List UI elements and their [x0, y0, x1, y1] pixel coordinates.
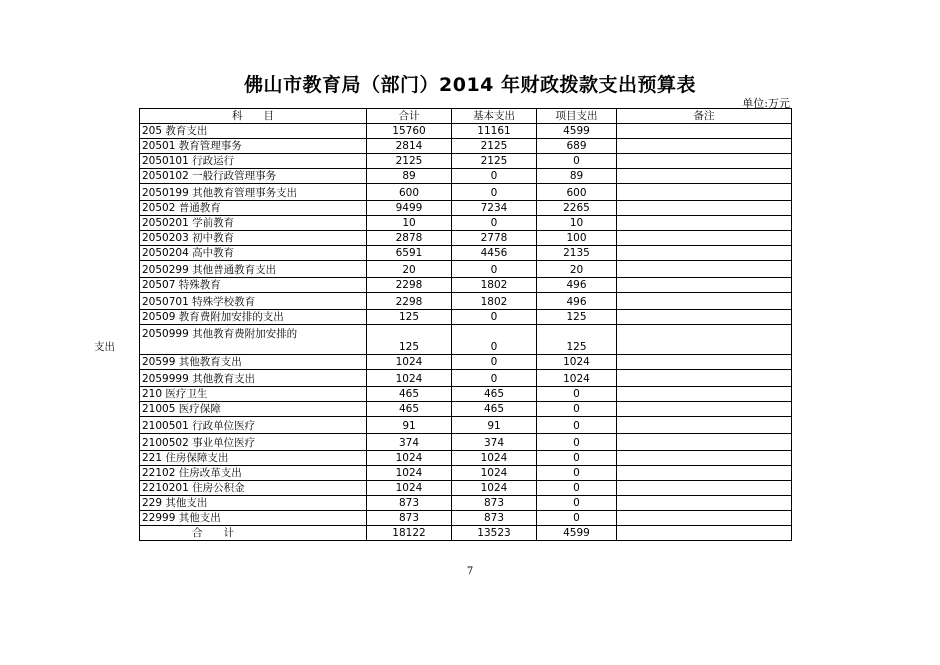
note-cell: [617, 402, 792, 417]
project-cell: 1024: [537, 370, 617, 387]
basic-cell: 0: [452, 184, 537, 201]
subject-name: 其他教育支出: [192, 373, 256, 385]
project-cell: 0: [537, 481, 617, 496]
total-cell: 873: [367, 496, 452, 511]
note-cell: [617, 417, 792, 434]
total-cell: 18122: [367, 526, 452, 541]
total-cell: 9499: [367, 201, 452, 216]
total-cell: 125: [367, 325, 452, 355]
note-cell: [617, 201, 792, 216]
total-cell: 873: [367, 511, 452, 526]
unit-label: 单位:万元: [742, 97, 790, 110]
subject-name: 其他支出: [165, 496, 208, 509]
basic-cell: 1802: [452, 278, 537, 293]
subject-code: 2050199: [142, 187, 189, 199]
header-basic: 基本支出: [452, 109, 537, 124]
basic-cell: 873: [452, 496, 537, 511]
total-cell: 2298: [367, 293, 452, 310]
basic-cell: 13523: [452, 526, 537, 541]
total-cell: 1024: [367, 370, 452, 387]
table-row: [140, 355, 792, 370]
table-row: [140, 201, 792, 216]
basic-cell: 374: [452, 434, 537, 451]
subject-name: 行政单位医疗: [192, 420, 256, 432]
subject-code: 2050201: [142, 216, 189, 229]
subject-name: 特殊教育: [178, 278, 221, 291]
subject-code: 2050299: [142, 264, 189, 276]
project-cell: 4599: [537, 124, 617, 139]
project-cell: 2265: [537, 201, 617, 216]
subject-cell: [140, 184, 367, 201]
table-row: [140, 451, 792, 466]
table-row: [140, 370, 792, 387]
project-cell: 10: [537, 216, 617, 231]
project-cell: 496: [537, 293, 617, 310]
note-cell: [617, 466, 792, 481]
subject-code: 2210201: [142, 481, 189, 494]
basic-cell: 0: [452, 216, 537, 231]
note-cell: [617, 124, 792, 139]
header-row: [140, 109, 792, 124]
project-cell: 1024: [537, 355, 617, 370]
subject-code: 229: [142, 496, 163, 509]
total-cell: 465: [367, 402, 452, 417]
table-row: [140, 496, 792, 511]
subject-cell: [140, 310, 367, 325]
subject-cell: [140, 154, 367, 169]
table-row: [140, 184, 792, 201]
header-note: 备注: [617, 109, 792, 124]
subject-name: 医疗保障: [178, 402, 221, 415]
subject-cell: [140, 466, 367, 481]
note-cell: [617, 184, 792, 201]
table-row: [140, 402, 792, 417]
note-cell: [617, 451, 792, 466]
basic-cell: 0: [452, 370, 537, 387]
note-cell: [617, 526, 792, 541]
total-cell: 1024: [367, 451, 452, 466]
subject-cell: [140, 451, 367, 466]
subject-code: 2050999: [142, 328, 189, 340]
table-row: [140, 216, 792, 231]
project-cell: 2135: [537, 246, 617, 261]
total-cell: 465: [367, 387, 452, 402]
total-cell: 15760: [367, 124, 452, 139]
basic-cell: 2125: [452, 154, 537, 169]
header-project: 项目支出: [537, 109, 617, 124]
table-row: [140, 231, 792, 246]
subject-code: 2050701: [142, 296, 189, 308]
subject-code: 21005: [142, 402, 176, 415]
table-row: [140, 278, 792, 293]
basic-cell: 0: [452, 169, 537, 184]
header-total: 合计: [367, 109, 452, 124]
total-cell: 2298: [367, 278, 452, 293]
total-label: 合 计: [192, 526, 234, 539]
subject-code: 20501: [142, 139, 176, 152]
total-cell: 2878: [367, 231, 452, 246]
subject-cell: [94, 325, 367, 355]
subject-name: 高中教育: [192, 246, 235, 259]
total-cell: 91: [367, 417, 452, 434]
subject-code: 2050101: [142, 154, 189, 167]
total-cell: 125: [367, 310, 452, 325]
table-row: [140, 325, 792, 355]
subject-name: 行政运行: [192, 154, 235, 167]
total-cell: 1024: [367, 355, 452, 370]
project-cell: 0: [537, 417, 617, 434]
project-cell: 496: [537, 278, 617, 293]
total-cell: 2814: [367, 139, 452, 154]
subject-name: 住房改革支出: [178, 466, 242, 479]
project-cell: 600: [537, 184, 617, 201]
subject-name: 教育管理事务: [178, 139, 242, 152]
subject-name: 其他普通教育支出: [192, 264, 277, 276]
note-cell: [617, 261, 792, 278]
subject-code: 2050102: [142, 169, 189, 182]
project-cell: 125: [537, 310, 617, 325]
subject-code: 22999: [142, 511, 176, 524]
note-cell: [617, 387, 792, 402]
subject-cell: [140, 216, 367, 231]
basic-cell: 465: [452, 387, 537, 402]
note-cell: [617, 325, 792, 355]
subject-cell: [140, 278, 367, 293]
basic-cell: 1024: [452, 451, 537, 466]
subject-cell: [140, 201, 367, 216]
subject-name: 其他教育管理事务支出: [192, 187, 298, 199]
project-cell: 0: [537, 511, 617, 526]
subject-cell: [140, 434, 367, 451]
note-cell: [617, 216, 792, 231]
project-cell: 0: [537, 402, 617, 417]
basic-cell: 91: [452, 417, 537, 434]
subject-cell: [140, 124, 367, 139]
note-cell: [617, 231, 792, 246]
project-cell: 0: [537, 387, 617, 402]
basic-cell: 0: [452, 261, 537, 278]
table-row: [140, 139, 792, 154]
note-cell: [617, 154, 792, 169]
table-row: [140, 417, 792, 434]
table-row: [140, 511, 792, 526]
subject-cell: [140, 139, 367, 154]
subject-code: 2100501: [142, 420, 189, 432]
subject-code: 205: [142, 124, 163, 137]
note-cell: [617, 355, 792, 370]
basic-cell: 2778: [452, 231, 537, 246]
basic-cell: 11161: [452, 124, 537, 139]
basic-cell: 465: [452, 402, 537, 417]
subject-name: 住房公积金: [192, 481, 245, 494]
project-cell: 125: [537, 325, 617, 355]
subject-cell: [140, 387, 367, 402]
subject-code: 22102: [142, 466, 176, 479]
basic-cell: 0: [452, 355, 537, 370]
basic-cell: 1024: [452, 466, 537, 481]
project-cell: 0: [537, 434, 617, 451]
subject-name: 特殊学校教育: [192, 296, 256, 308]
note-cell: [617, 139, 792, 154]
table-row: [140, 154, 792, 169]
total-cell: 6591: [367, 246, 452, 261]
basic-cell: 2125: [452, 139, 537, 154]
note-cell: [617, 310, 792, 325]
subject-code: 210: [142, 387, 163, 400]
subject-cell: [140, 402, 367, 417]
table-row: [140, 481, 792, 496]
subject-name: 其他教育费附加安排的: [192, 328, 298, 340]
basic-cell: 873: [452, 511, 537, 526]
subject-code: 20509: [142, 310, 176, 323]
total-cell: 2125: [367, 154, 452, 169]
header-subject: 科 目: [140, 109, 367, 124]
basic-cell: 7234: [452, 201, 537, 216]
subject-cell: [140, 417, 367, 434]
subject-cell: [140, 246, 367, 261]
note-cell: [617, 481, 792, 496]
table-row: [140, 387, 792, 402]
subject-cell: [140, 370, 367, 387]
project-cell: 20: [537, 261, 617, 278]
subject-code: 221: [142, 451, 163, 464]
subject-name: 学前教育: [192, 216, 235, 229]
basic-cell: 1802: [452, 293, 537, 310]
note-cell: [617, 169, 792, 184]
subject-name: 事业单位医疗: [192, 437, 256, 449]
table-row: [140, 466, 792, 481]
note-cell: [617, 293, 792, 310]
note-cell: [617, 370, 792, 387]
subject-code: 2059999: [142, 373, 189, 385]
subject-cell: [140, 293, 367, 310]
subject-code: 20599: [142, 355, 176, 368]
subject-cell: [140, 355, 367, 370]
subject-code: 20502: [142, 201, 176, 214]
table-row: [140, 124, 792, 139]
subject-name: 初中教育: [192, 231, 235, 244]
table-row: [140, 293, 792, 310]
subject-cell: [140, 261, 367, 278]
basic-cell: 0: [452, 325, 537, 355]
subject-name: 住房保障支出: [165, 451, 229, 464]
basic-cell: 0: [452, 310, 537, 325]
total-cell: 89: [367, 169, 452, 184]
basic-cell: 1024: [452, 481, 537, 496]
project-cell: 100: [537, 231, 617, 246]
table-row: [140, 261, 792, 278]
total-cell: 20: [367, 261, 452, 278]
note-cell: [617, 496, 792, 511]
table-row: [140, 169, 792, 184]
subject-name: 教育费附加安排的支出: [178, 310, 284, 323]
project-cell: 689: [537, 139, 617, 154]
subject-code: 2050203: [142, 231, 189, 244]
project-cell: 0: [537, 154, 617, 169]
subject-name: 教育支出: [165, 124, 208, 137]
total-cell: 1024: [367, 481, 452, 496]
total-cell: 10: [367, 216, 452, 231]
subject-cell: [140, 231, 367, 246]
subject-name-continued: 支出: [94, 341, 115, 353]
basic-cell: 4456: [452, 246, 537, 261]
table-row: [140, 310, 792, 325]
subject-cell: [140, 496, 367, 511]
budget-table: [94, 108, 792, 541]
total-cell: 374: [367, 434, 452, 451]
subject-code: 2100502: [142, 437, 189, 449]
subject-name: 一般行政管理事务: [192, 169, 277, 182]
subject-cell: [140, 169, 367, 184]
project-cell: 89: [537, 169, 617, 184]
table-row: [140, 434, 792, 451]
project-cell: 0: [537, 496, 617, 511]
page-number: 7: [466, 566, 474, 577]
table-row: [140, 246, 792, 261]
subject-name: 其他教育支出: [178, 355, 242, 368]
total-cell: 600: [367, 184, 452, 201]
subject-code: 20507: [142, 278, 176, 291]
subject-name: 普通教育: [178, 201, 221, 214]
note-cell: [617, 511, 792, 526]
subject-cell: [140, 526, 367, 541]
subject-cell: [140, 511, 367, 526]
page-title: 佛山市教育局（部门）2014 年财政拨款支出预算表: [244, 74, 696, 96]
subject-cell: [140, 481, 367, 496]
note-cell: [617, 246, 792, 261]
total-cell: 1024: [367, 466, 452, 481]
project-cell: 4599: [537, 526, 617, 541]
note-cell: [617, 278, 792, 293]
project-cell: 0: [537, 451, 617, 466]
subject-name: 医疗卫生: [165, 387, 208, 400]
note-cell: [617, 434, 792, 451]
total-row: [140, 526, 792, 541]
subject-code: 2050204: [142, 246, 189, 259]
project-cell: 0: [537, 466, 617, 481]
subject-name: 其他支出: [178, 511, 221, 524]
